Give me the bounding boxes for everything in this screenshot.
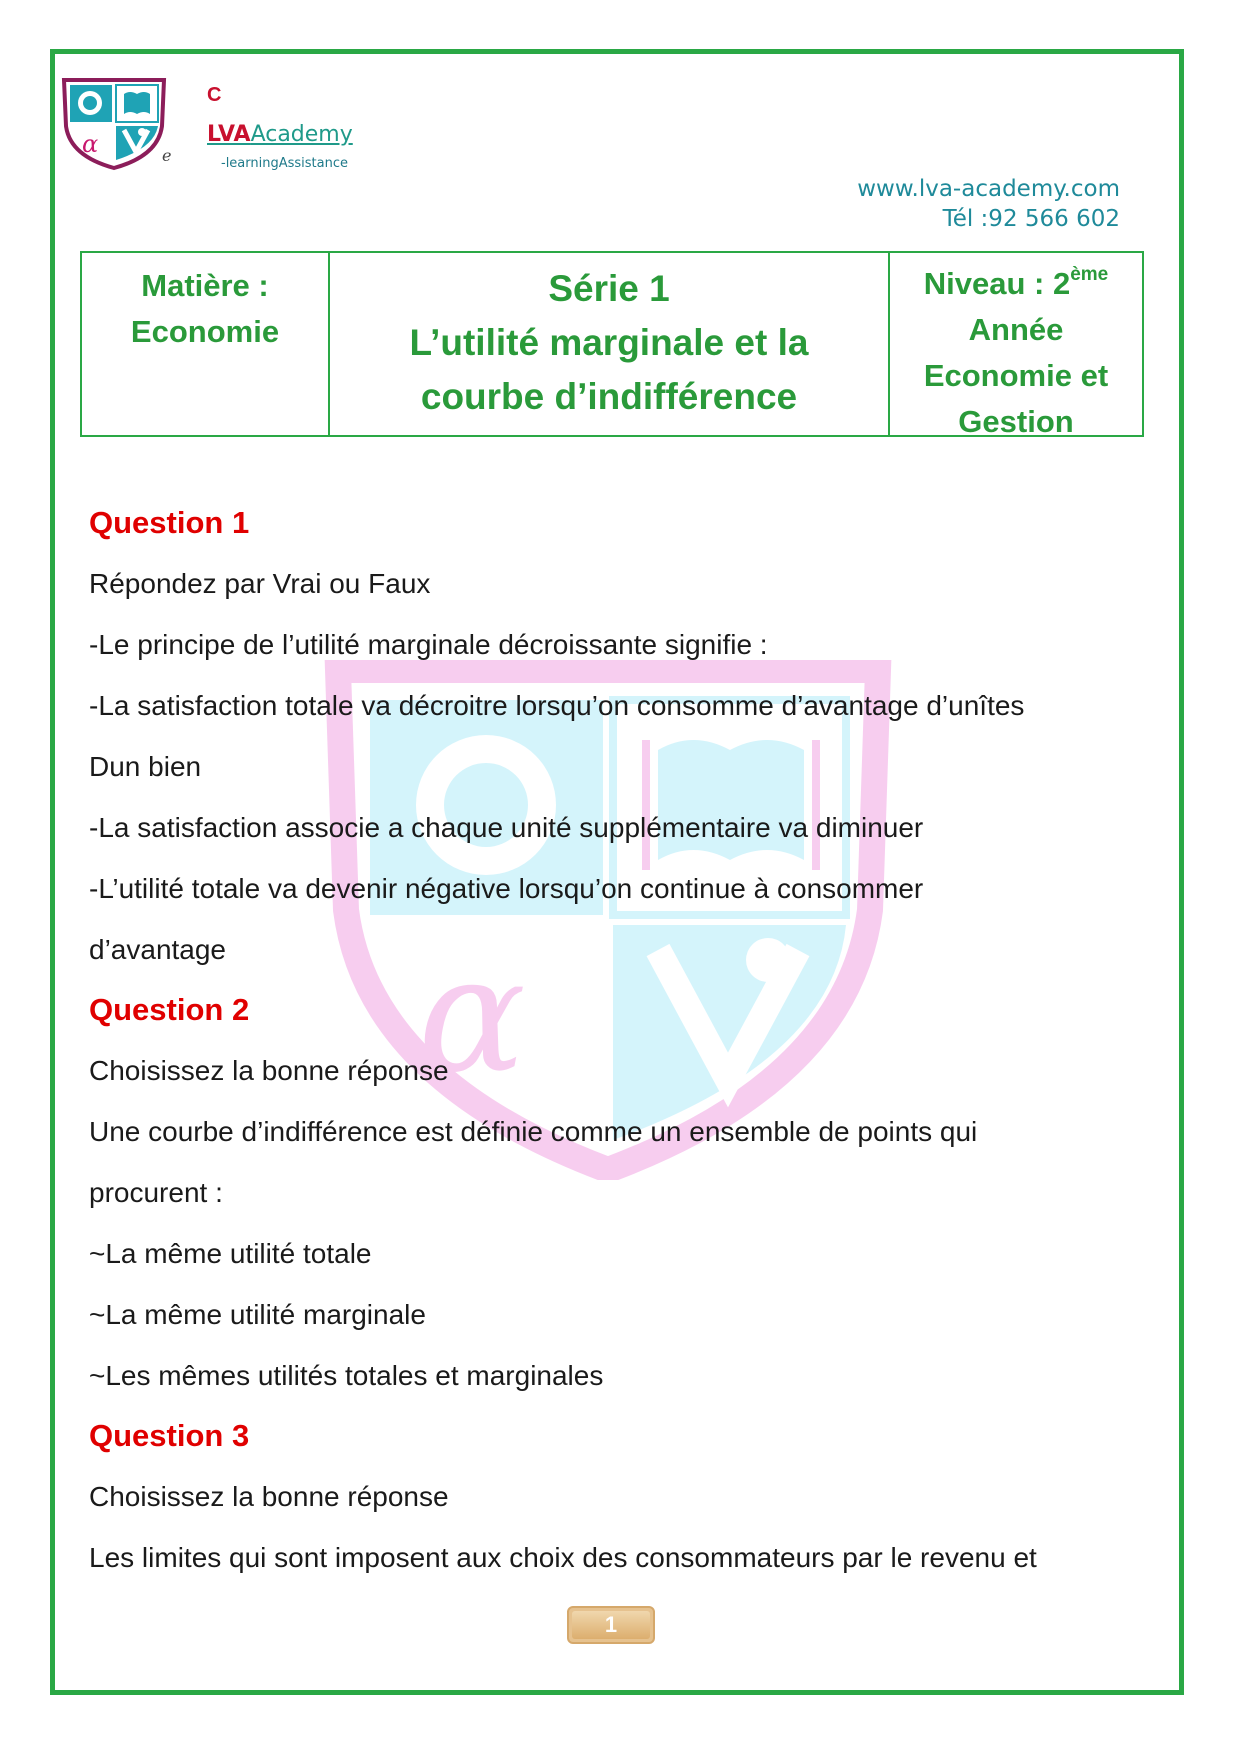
question-2-line: procurent :: [89, 1177, 223, 1208]
question-2-title: Question 2: [89, 992, 250, 1027]
question-1-line: -La satisfaction totale va décroitre lorsqu’on consomme d’avantage d’unîtes: [89, 690, 1025, 721]
phone-number: Tél :92 566 602: [942, 206, 1120, 232]
title-cell: [330, 253, 890, 435]
level-line-3: Economie et: [923, 358, 1109, 393]
question-2-line: ~Les mêmes utilités totales et marginales: [89, 1360, 604, 1391]
brand-letter: C: [207, 84, 222, 106]
svg-text:α: α: [82, 130, 99, 158]
series-label: Série 1: [548, 268, 670, 309]
question-1-line: -Le principe de l’utilité marginale décroissante signifie :: [89, 629, 768, 660]
title-line-1: L’utilité marginale et la: [409, 322, 809, 363]
svg-text:α: α: [418, 921, 527, 1108]
question-3-title: Question 3: [89, 1418, 250, 1453]
subject-label: Matière :: [141, 268, 269, 303]
page-number: 1: [572, 1611, 650, 1639]
question-1-title: Question 1: [89, 505, 250, 540]
contact-block: [857, 174, 1120, 234]
website-link[interactable]: www.lva-academy.com: [857, 176, 1120, 202]
level-superscript: ème: [1070, 264, 1109, 285]
logo-suffix: e: [162, 146, 172, 165]
question-2-line: ~La même utilité marginale: [89, 1299, 426, 1330]
subject-value: Economie: [130, 314, 280, 349]
question-2-line: Une courbe d’indifférence est définie comme un ensemble de points qui: [89, 1116, 978, 1147]
level-line-2: Année: [968, 312, 1064, 347]
question-1-line: -La satisfaction associe a chaque unité supplémentaire va diminuer: [89, 812, 924, 843]
header-table: [80, 251, 1144, 437]
brand-lva: LVA: [207, 122, 251, 147]
level-line-4: Gestion: [958, 404, 1074, 439]
question-3-line: Les limites qui sont imposent aux choix des consommateurs par le revenu et: [89, 1542, 1037, 1573]
page-number-badge: [567, 1606, 655, 1644]
question-2-line: ~La même utilité totale: [89, 1238, 372, 1269]
level-label: [890, 261, 1142, 307]
subject-cell: [82, 253, 330, 435]
brand-academy: Academy: [250, 122, 353, 147]
exercise-content: [89, 500, 1149, 1595]
lva-academy-logo: [58, 76, 170, 171]
title-line-2: courbe d’indifférence: [420, 376, 798, 417]
question-1-line: -L’utilité totale va devenir négative lorsqu’on continue à consommer: [89, 873, 924, 904]
level-text: Niveau : 2: [923, 266, 1071, 301]
brand-name[interactable]: [207, 122, 353, 147]
question-3-line: Choisissez la bonne réponse: [89, 1481, 449, 1512]
question-1-line: d’avantage: [89, 934, 227, 965]
question-1-line: Dun bien: [89, 751, 202, 782]
question-1-line: Répondez par Vrai ou Faux: [89, 568, 431, 599]
level-cell: [890, 253, 1142, 439]
brand-tagline: -learningAssistance: [221, 156, 348, 171]
question-2-line: Choisissez la bonne réponse: [89, 1055, 449, 1086]
